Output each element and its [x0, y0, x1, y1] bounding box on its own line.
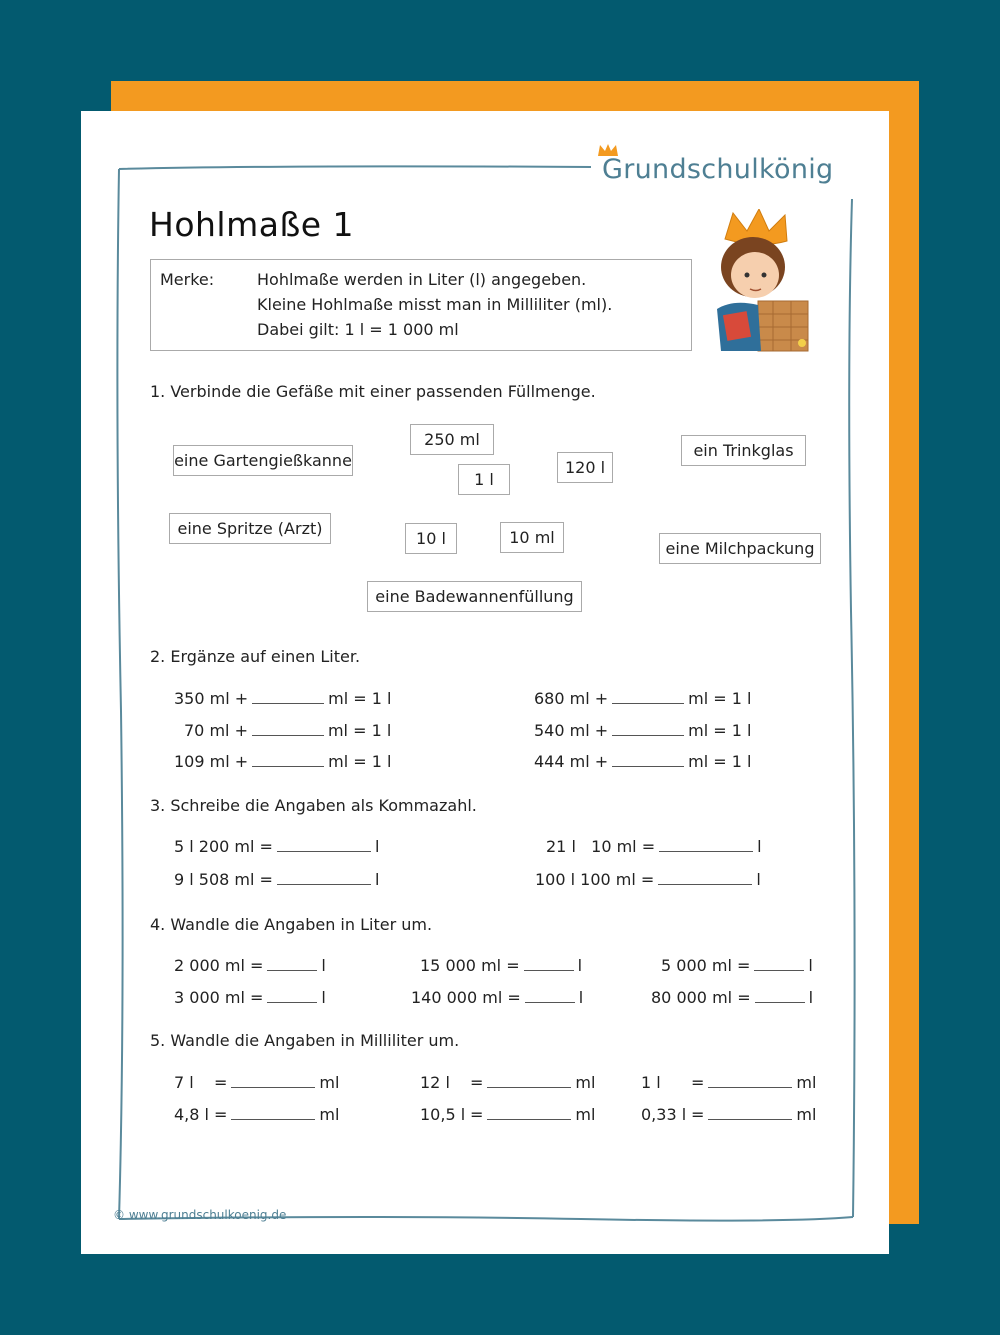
- task4-item-5: [661, 956, 813, 975]
- answer-blank[interactable]: [277, 837, 371, 852]
- task2-row-left-3: [174, 752, 391, 771]
- term: 5 l 200 ml =: [174, 837, 273, 856]
- answer-blank[interactable]: [754, 956, 804, 971]
- unit: ml: [575, 1073, 596, 1092]
- worksheet-page: [81, 111, 889, 1254]
- term: 109 ml +: [174, 752, 249, 771]
- answer-blank[interactable]: [658, 870, 752, 885]
- unit: l: [808, 956, 813, 975]
- task-1-title: 1. Verbinde die Gefäße mit einer passenden Füllmenge.: [150, 382, 596, 401]
- task4-item-3: [420, 956, 582, 975]
- unit: ml: [575, 1105, 596, 1124]
- answer-blank[interactable]: [612, 689, 684, 704]
- task5-item-5: [641, 1073, 816, 1092]
- task-3-title: 3. Schreibe die Angaben als Kommazahl.: [150, 796, 477, 815]
- answer-blank[interactable]: [267, 956, 317, 971]
- term: 5 000 ml =: [661, 956, 751, 975]
- unit: l: [757, 837, 762, 856]
- result: ml = 1 l: [688, 689, 752, 708]
- task5-item-2: [174, 1105, 339, 1124]
- brand-logo: Grundschulkönig: [602, 154, 834, 185]
- task3-row-2: [174, 870, 379, 889]
- task2-row-left-2: [184, 721, 391, 740]
- equals: =: [691, 1073, 705, 1092]
- box-spritze[interactable]: eine Spritze (Arzt): [169, 513, 331, 544]
- merke-line-2: Kleine Hohlmaße misst man in Milliliter (ml).: [257, 295, 613, 314]
- box-gartengiesskanne[interactable]: eine Gartengießkanne: [173, 445, 353, 476]
- answer-blank[interactable]: [612, 721, 684, 736]
- task2-row-right-2: [534, 721, 751, 740]
- unit: ml: [319, 1073, 340, 1092]
- term: 80 000 ml =: [651, 988, 751, 1007]
- task3-row-3: [546, 837, 762, 856]
- result: ml = 1 l: [327, 721, 392, 740]
- term: 680 ml +: [534, 689, 609, 708]
- merke-label: Merke:: [160, 270, 215, 289]
- task2-row-left-1: [174, 689, 391, 708]
- answer-blank[interactable]: [252, 689, 324, 704]
- term: 540 ml +: [534, 721, 609, 740]
- answer-blank[interactable]: [708, 1073, 792, 1088]
- result: ml = 1 l: [688, 721, 752, 740]
- unit: ml: [319, 1105, 340, 1124]
- unit: l: [577, 956, 583, 975]
- answer-blank[interactable]: [231, 1105, 315, 1120]
- answer-blank[interactable]: [487, 1073, 571, 1088]
- unit: l: [756, 870, 761, 889]
- equals: =: [470, 1073, 484, 1092]
- task5-item-6: [641, 1105, 816, 1124]
- merke-line-1: Hohlmaße werden in Liter (l) angegeben.: [257, 270, 587, 289]
- answer-blank[interactable]: [708, 1105, 792, 1120]
- term: 140 000 ml =: [411, 988, 521, 1007]
- result: ml = 1 l: [688, 752, 752, 771]
- task-5-title: 5. Wandle die Angaben in Milliliter um.: [150, 1031, 460, 1050]
- answer-blank[interactable]: [252, 721, 324, 736]
- answer-blank[interactable]: [487, 1105, 571, 1120]
- unit: l: [578, 988, 584, 1007]
- task2-row-right-3: [534, 752, 751, 771]
- merke-box: [150, 259, 692, 351]
- task5-item-1: [174, 1073, 339, 1092]
- merke-line-3: Dabei gilt: 1 l = 1 000 ml: [257, 320, 459, 339]
- box-10ml[interactable]: 10 ml: [500, 522, 564, 553]
- task5-item-3: [420, 1073, 595, 1092]
- unit: l: [808, 988, 814, 1007]
- answer-blank[interactable]: [252, 752, 324, 767]
- term: 15 000 ml =: [420, 956, 520, 975]
- box-10l[interactable]: 10 l: [405, 523, 457, 554]
- unit: l: [374, 870, 380, 889]
- term: 350 ml +: [174, 689, 249, 708]
- box-badewannenfuellung[interactable]: eine Badewannenfüllung: [367, 581, 582, 612]
- term: 70 ml +: [184, 721, 248, 740]
- answer-blank[interactable]: [231, 1073, 315, 1088]
- unit: l: [374, 837, 380, 856]
- task-4-title: 4. Wandle die Angaben in Liter um.: [150, 915, 433, 934]
- task5-item-4: [420, 1105, 595, 1124]
- term: 4,8 l: [174, 1105, 209, 1124]
- box-1l[interactable]: 1 l: [458, 464, 510, 495]
- answer-blank[interactable]: [277, 870, 371, 885]
- term: 100 l 100 ml =: [535, 870, 655, 889]
- equals: =: [214, 1105, 228, 1124]
- result: ml = 1 l: [328, 752, 392, 771]
- term: 12 l: [420, 1073, 450, 1092]
- equals: =: [214, 1073, 228, 1092]
- task3-row-4: [535, 870, 761, 889]
- task-2-title: 2. Ergänze auf einen Liter.: [150, 647, 361, 666]
- page-title: Hohlmaße 1: [149, 205, 355, 244]
- result: ml = 1 l: [328, 689, 392, 708]
- task4-item-6: [651, 988, 813, 1007]
- footer-copyright: © www.grundschulkoenig.de: [113, 1208, 287, 1222]
- box-trinkglas[interactable]: ein Trinkglas: [681, 435, 806, 466]
- equals: =: [691, 1105, 705, 1124]
- boy-with-crown-illustration: [703, 209, 813, 354]
- answer-blank[interactable]: [267, 988, 317, 1003]
- box-120l[interactable]: 120 l: [557, 452, 613, 483]
- answer-blank[interactable]: [525, 988, 575, 1003]
- term: 444 ml +: [534, 752, 609, 771]
- term: 9 l 508 ml =: [174, 870, 273, 889]
- term: 21 l 10 ml =: [546, 837, 656, 856]
- unit: l: [321, 956, 326, 975]
- task3-row-1: [174, 837, 379, 856]
- task2-row-right-1: [534, 689, 751, 708]
- task4-item-2: [174, 988, 326, 1007]
- term: 3 000 ml =: [174, 988, 264, 1007]
- answer-blank[interactable]: [755, 988, 805, 1003]
- answer-blank[interactable]: [612, 752, 684, 767]
- task4-item-4: [411, 988, 583, 1007]
- term: 10,5 l: [420, 1105, 466, 1124]
- box-milchpackung[interactable]: eine Milchpackung: [659, 533, 821, 564]
- answer-blank[interactable]: [659, 837, 753, 852]
- box-250ml[interactable]: 250 ml: [410, 424, 494, 455]
- answer-blank[interactable]: [524, 956, 574, 971]
- unit: l: [321, 988, 326, 1007]
- term: 0,33 l: [641, 1105, 687, 1124]
- equals: =: [470, 1105, 484, 1124]
- term: 1 l: [641, 1073, 661, 1092]
- unit: ml: [796, 1105, 817, 1124]
- unit: ml: [796, 1073, 817, 1092]
- term: 7 l: [174, 1073, 194, 1092]
- task4-item-1: [174, 956, 326, 975]
- term: 2 000 ml =: [174, 956, 264, 975]
